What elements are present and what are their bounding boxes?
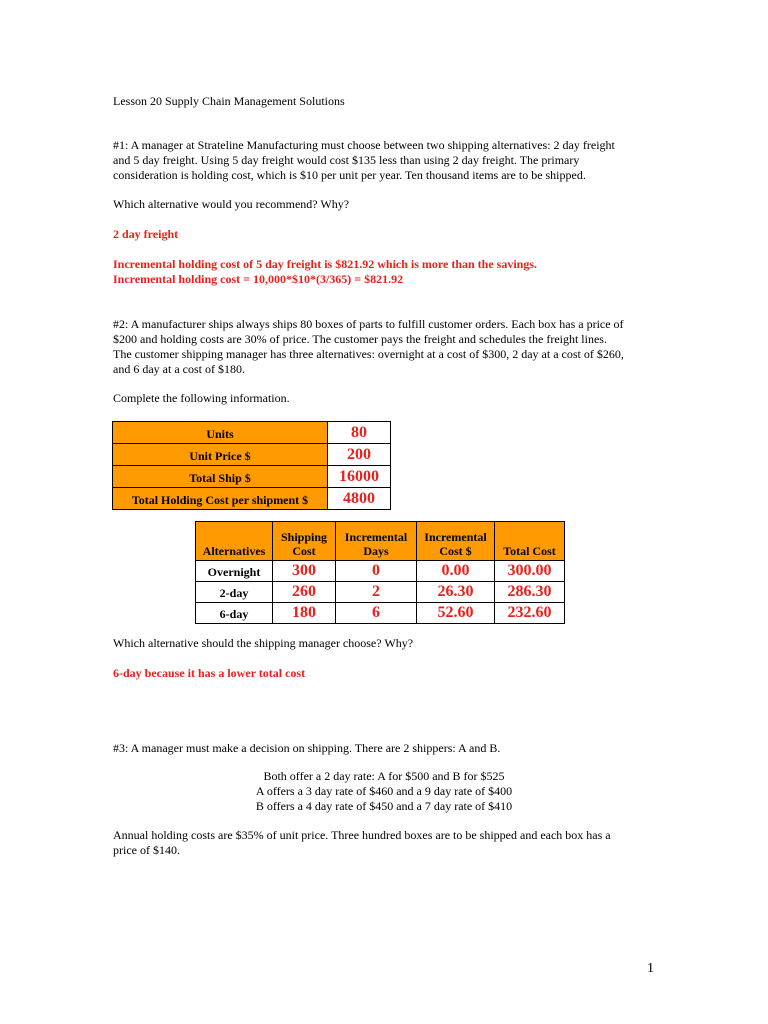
table-cell: 300.00 [495,561,565,582]
header-incremental-days: Incremental Days [336,522,417,561]
alternatives-table [195,521,565,624]
q2-answer: 6-day because it has a lower total cost [113,666,306,680]
table-row [113,422,391,444]
summary-value: 4800 [328,488,391,510]
table-cell: 232.60 [495,603,565,624]
table-header-row [196,522,565,561]
summary-label: Unit Price $ [113,444,328,466]
table-cell: 180 [273,603,336,624]
q1-explanation-line-2: Incremental holding cost = 10,000*$10*(3/365) = $821.92 [113,272,404,286]
q2-text-line-1: #2: A manufacturer ships always ships 80 boxes of parts to fulfill customer orders. Each box has a price of [113,317,624,331]
table-row [196,603,565,624]
table-cell: 286.30 [495,582,565,603]
table-cell: 300 [273,561,336,582]
table-cell: 52.60 [417,603,495,624]
table-cell: 2 [336,582,417,603]
page-number: 1 [647,961,654,976]
q1-question: Which alternative would you recommend? Why? [113,197,350,211]
header-shipping-cost: Shipping Cost [273,522,336,561]
table-row [113,444,391,466]
summary-value: 80 [328,422,391,444]
summary-table [112,421,391,510]
row-label: Overnight [196,561,273,582]
header-alternatives: Alternatives [196,522,273,561]
summary-label: Total Holding Cost per shipment $ [113,488,328,510]
q2-text-line-2: $200 and holding costs are 30% of price. The customer pays the freight and schedules the freight lines. [113,332,607,346]
q1-text-line-1: #1: A manager at Strateline Manufacturing must choose between two shipping alternatives: 2 day freight [113,138,615,152]
table-row [113,466,391,488]
row-label: 6-day [196,603,273,624]
document-title: Lesson 20 Supply Chain Management Solutions [113,94,345,108]
summary-label: Total Ship $ [113,466,328,488]
q1-explanation-line-1: Incremental holding cost of 5 day freight is $821.92 which is more than the savings. [113,257,538,271]
table-row [196,582,565,603]
table-cell: 0.00 [417,561,495,582]
q3-rate-line-2: A offers a 3 day rate of $460 and a 9 day rate of $400 [255,784,513,798]
summary-label: Units [113,422,328,444]
table-cell: 0 [336,561,417,582]
q2-text-line-4: and 6 day at a cost of $180. [113,362,245,376]
table-cell: 6 [336,603,417,624]
q2-question: Which alternative should the shipping manager choose? Why? [113,636,414,650]
row-label: 2-day [196,582,273,603]
q1-text-line-2: and 5 day freight. Using 5 day freight would cost $135 less than using 2 day freight. The primary [113,153,580,167]
summary-value: 200 [328,444,391,466]
q2-instruction: Complete the following information. [113,391,290,405]
summary-value: 16000 [328,466,391,488]
table-cell: 26.30 [417,582,495,603]
q3-rate-line-3: B offers a 4 day rate of $450 and a 7 day rate of $410 [255,799,513,813]
q1-text-line-3: consideration is holding cost, which is $10 per unit per year. Ten thousand items are to be shipped. [113,168,586,182]
table-cell: 260 [273,582,336,603]
q3-text-line-1: Annual holding costs are $35% of unit price. Three hundred boxes are to be shipped and each box has a [113,828,611,842]
header-total-cost: Total Cost [495,522,565,561]
q1-answer: 2 day freight [113,227,179,241]
q3-intro: #3: A manager must make a decision on shipping. There are 2 shippers: A and B. [113,741,501,755]
table-row [196,561,565,582]
table-row [113,488,391,510]
q3-text-line-2: price of $140. [113,843,180,857]
q3-rate-line-1: Both offer a 2 day rate: A for $500 and B for $525 [263,769,505,783]
header-incremental-cost: Incremental Cost $ [417,522,495,561]
q2-text-line-3: The customer shipping manager has three alternatives: overnight at a cost of $300, 2 day at a cost of $260, [113,347,624,361]
